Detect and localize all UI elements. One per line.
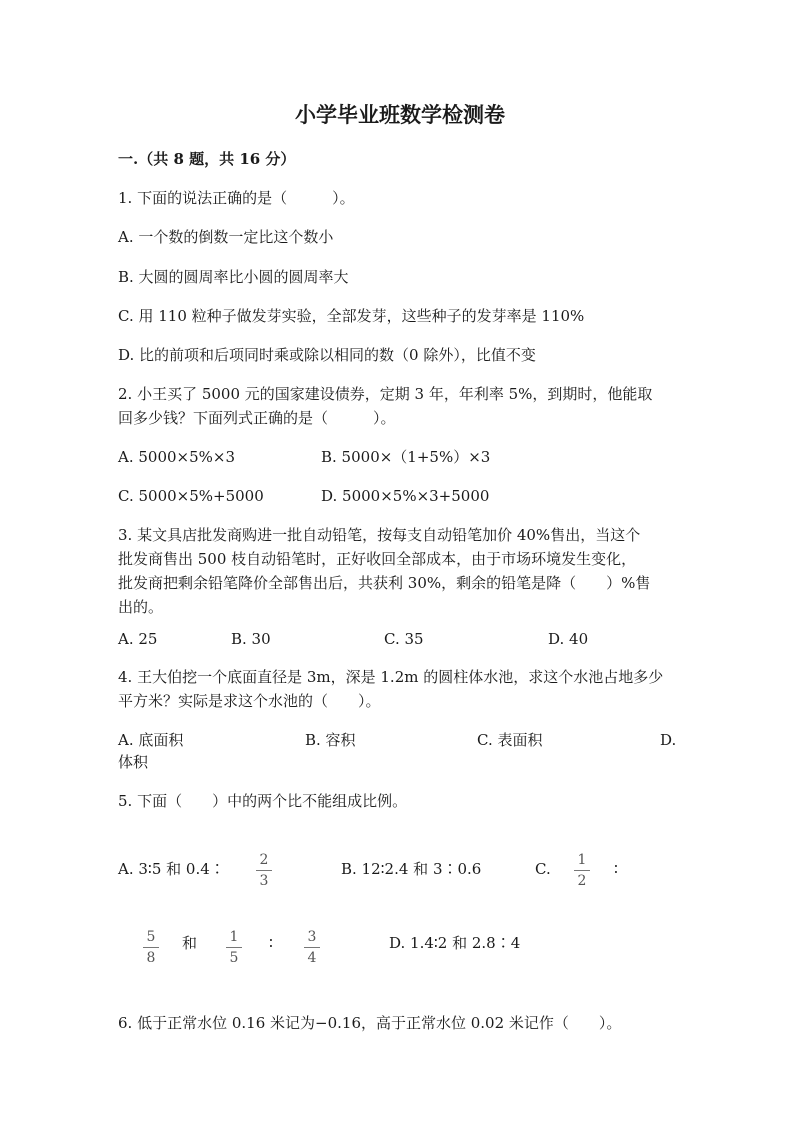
fraction-bar (304, 947, 320, 948)
question-4-option-b[interactable]: B. 容积 (305, 731, 356, 749)
question-3-stem-line-2: 批发商售出 500 枝自动铅笔时，正好收回全部成本，由于市场环境发生变化， (118, 550, 637, 568)
fraction-denominator: 2 (577, 873, 587, 889)
fraction-numerator: 5 (146, 929, 156, 945)
fraction-numerator: 3 (307, 929, 317, 945)
question-2-stem-line-1: 2. 小王买了 5000 元的国家建设债券，定期 3 年，年利率 5%，到期时，他能取 (118, 385, 653, 403)
question-4-stem-line-2: 平方米？实际是求这个水池的（ ）。 (118, 692, 381, 710)
question-2-stem-line-2: 回多少钱？下面列式正确的是（ ）。 (118, 409, 396, 427)
question-4-option-d[interactable]: D. (660, 731, 677, 749)
question-2-option-b[interactable]: B. 5000×（1+5%）×3 (321, 448, 491, 466)
question-3-option-c[interactable]: C. 35 (384, 630, 424, 648)
fraction-numerator: 1 (577, 852, 587, 868)
question-2-option-a[interactable]: A. 5000×5%×3 (118, 448, 236, 466)
fraction-denominator: 5 (229, 950, 239, 966)
question-1-option-c[interactable]: C. 用 110 粒种子做发芽实验，全部发芽，这些种子的发芽率是 110% (118, 307, 585, 325)
question-3-option-d[interactable]: D. 40 (548, 630, 589, 648)
page-title: 小学毕业班数学检测卷 (295, 102, 505, 127)
question-4-option-c[interactable]: C. 表面积 (477, 731, 543, 749)
fraction-bar (256, 870, 272, 871)
fraction-three-quarters (304, 930, 320, 965)
question-3-option-b[interactable]: B. 30 (231, 630, 271, 648)
fraction-denominator: 8 (146, 950, 156, 966)
ratio-colon: ∶ (614, 860, 618, 878)
fraction-numerator: 2 (259, 852, 269, 868)
fraction-bar (143, 947, 159, 948)
question-5-option-a[interactable]: A. 3∶5 和 0.4∶ (118, 860, 225, 878)
fraction-bar (226, 947, 242, 948)
fraction-one-half (574, 853, 590, 888)
fraction-denominator: 3 (259, 873, 269, 889)
section-heading: 一.（共 8 题，共 16 分） (118, 150, 296, 168)
question-2-option-d[interactable]: D. 5000×5%×3+5000 (321, 487, 490, 505)
question-1-stem: 1. 下面的说法正确的是（ ）。 (118, 189, 355, 207)
question-2-option-c[interactable]: C. 5000×5%+5000 (118, 487, 264, 505)
fraction-one-fifth (226, 930, 242, 965)
fraction-denominator: 4 (307, 950, 317, 966)
fraction-numerator: 1 (229, 929, 239, 945)
question-1-option-a[interactable]: A. 一个数的倒数一定比这个数小 (118, 228, 334, 246)
fraction-bar (574, 870, 590, 871)
question-5-option-c[interactable]: C. (535, 860, 551, 878)
question-5-stem: 5. 下面（ ）中的两个比不能组成比例。 (118, 792, 408, 810)
ratio-colon: ∶ (269, 934, 273, 952)
question-4-stem-line-1: 4. 王大伯挖一个底面直径是 3m，深是 1.2m 的圆柱体水池，求这个水池占地多少 (118, 668, 664, 686)
question-3-stem-line-1: 3. 某文具店批发商购进一批自动铅笔，按每支自动铅笔加价 40%售出，当这个 (118, 526, 641, 544)
fraction-five-eighths (143, 930, 159, 965)
question-3-option-a[interactable]: A. 25 (118, 630, 158, 648)
question-5-option-d[interactable]: D. 1.4∶2 和 2.8∶4 (389, 934, 521, 952)
question-1-option-b[interactable]: B. 大圆的圆周率比小圆的圆周率大 (118, 268, 349, 286)
question-4-option-d-text: 体积 (118, 753, 149, 771)
question-3-stem-line-4: 出的。 (118, 598, 164, 616)
question-5-option-b[interactable]: B. 12∶2.4 和 3∶0.6 (341, 860, 482, 878)
fraction-two-thirds (256, 853, 272, 888)
question-4-option-a[interactable]: A. 底面积 (118, 731, 184, 749)
question-3-stem-line-3: 批发商把剩余铅笔降价全部售出后，共获利 30%，剩余的铅笔是降（ ）%售 (118, 574, 651, 592)
conjunction-he: 和 (182, 934, 198, 952)
question-1-option-d[interactable]: D. 比的前项和后项同时乘或除以相同的数（0 除外），比值不变 (118, 346, 536, 364)
question-6-stem: 6. 低于正常水位 0.16 米记为−0.16，高于正常水位 0.02 米记作（ ）。 (118, 1014, 622, 1032)
